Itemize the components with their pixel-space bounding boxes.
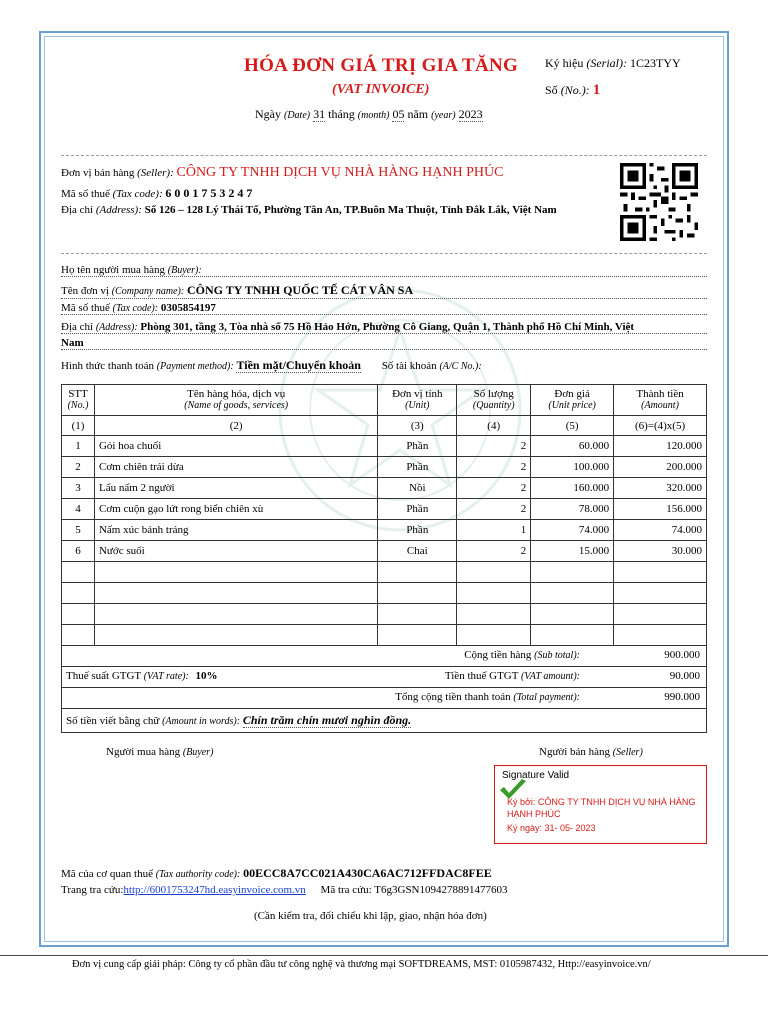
table-cell — [614, 625, 707, 646]
column-index: (3) — [378, 416, 457, 436]
tax-authority-code-line — [61, 866, 492, 881]
table-cell: 3 — [62, 478, 95, 499]
invoice-number: 1 — [592, 82, 601, 98]
lookup-line — [61, 884, 508, 896]
buyer-name-label: Họ tên người mua hàng — [61, 264, 166, 276]
buyer-address-line1: Phòng 301, tầng 3, Tòa nhà số 75 Hồ Hảo Hớn, Phường Cô Giang, Quận 1, Thành phố Hồ Chí Minh, Việt — [140, 321, 635, 333]
column-header-vi: Thành tiền — [636, 388, 684, 400]
table-cell: Cơm cuộn gạo lứt rong biển chiên xù — [94, 499, 377, 520]
buyer-tax-code: 0305854197 — [160, 302, 216, 314]
column-header — [531, 385, 614, 416]
table-cell — [457, 604, 531, 625]
table-cell — [378, 604, 457, 625]
buyer-tax-label: Mã số thuế — [61, 302, 110, 314]
seller-signature-label — [539, 746, 643, 758]
buyer-address-line — [61, 321, 707, 334]
table-cell: 320.000 — [614, 478, 707, 499]
table-cell — [457, 583, 531, 604]
subtotal-label: Cộng tiền hàng — [464, 649, 532, 661]
table-cell — [378, 583, 457, 604]
tax-authority-label: Mã của cơ quan thuế — [61, 868, 153, 880]
column-index: (2) — [94, 416, 377, 436]
table-cell: Gỏi hoa chuối — [94, 436, 377, 457]
seller-address-line — [61, 204, 557, 216]
table-cell: 156.000 — [614, 499, 707, 520]
table-cell: 60.000 — [531, 436, 614, 457]
total-label: Tổng cộng tiền thanh toán — [395, 691, 511, 703]
total-row — [61, 688, 707, 709]
empty-table-row — [62, 562, 707, 583]
column-header-en: (Quantity) — [472, 400, 515, 411]
seller-name-label: Đơn vị bán hàng — [61, 167, 135, 179]
tax-authority-label-en: (Tax authority code): — [155, 869, 241, 880]
vat-amount-label-en: (VAT amount): — [521, 671, 580, 682]
invoice-number-label-en: (No.): — [560, 83, 590, 97]
table-row — [62, 457, 707, 478]
payment-label-en: (Payment method): — [156, 361, 234, 372]
buyer-address-line2: Nam — [61, 337, 707, 350]
table-header-row — [62, 385, 707, 416]
table-cell — [94, 562, 377, 583]
column-header-vi: STT — [68, 388, 88, 400]
table-cell: 200.000 — [614, 457, 707, 478]
table-cell — [94, 625, 377, 646]
column-header — [94, 385, 377, 416]
vat-rate-label-en: (VAT rate): — [143, 671, 189, 682]
invoice-number-label: Số — [545, 83, 558, 97]
column-header-en: (Amount) — [641, 400, 679, 411]
buyer-name-line — [61, 264, 707, 277]
column-index: (4) — [457, 416, 531, 436]
table-cell: 6 — [62, 541, 95, 562]
total-value: 990.000 — [664, 691, 700, 703]
total-label-en: (Total payment): — [513, 692, 580, 703]
column-header-vi: Đơn giá — [554, 388, 590, 400]
table-cell: Nấm xúc bánh tráng — [94, 520, 377, 541]
table-cell — [531, 562, 614, 583]
buyer-company-label: Tên đơn vị — [61, 285, 109, 297]
table-cell — [94, 583, 377, 604]
subtotal-label-group — [464, 649, 580, 661]
lookup-page-label: Trang tra cứu: — [61, 884, 124, 896]
table-cell — [62, 583, 95, 604]
divider — [61, 155, 707, 156]
footer-divider — [0, 955, 768, 956]
table-cell — [378, 562, 457, 583]
table-cell: 1 — [62, 436, 95, 457]
table-cell: 1 — [457, 520, 531, 541]
table-cell: 30.000 — [614, 541, 707, 562]
lookup-code-label: Mã tra cứu: — [320, 884, 372, 896]
table-cell — [62, 625, 95, 646]
amount-in-words-row — [61, 709, 707, 733]
signed-date-text: Ký ngày: 31- 05- 2023 — [507, 823, 596, 833]
seller-tax-label-en: (Tax code): — [112, 188, 163, 200]
table-cell — [62, 562, 95, 583]
table-cell: Phần — [378, 520, 457, 541]
table-cell: 78.000 — [531, 499, 614, 520]
buyer-address-label: Địa chỉ — [61, 321, 94, 333]
table-cell: Phần — [378, 457, 457, 478]
date-line — [255, 107, 483, 122]
column-header-vi: Đơn vị tính — [392, 388, 443, 400]
table-row — [62, 520, 707, 541]
account-label: Số tài khoản — [381, 360, 437, 372]
payment-method: Tiền mặt/Chuyển khoản — [236, 358, 361, 372]
table-cell: 74.000 — [531, 520, 614, 541]
amount-words-label-en: (Amount in words): — [162, 716, 241, 727]
table-cell — [614, 562, 707, 583]
seller-name-label-en: (Seller): — [137, 167, 174, 179]
table-cell: 2 — [62, 457, 95, 478]
table-cell — [614, 604, 707, 625]
column-index: (5) — [531, 416, 614, 436]
serial-value: 1C23TYY — [629, 56, 681, 70]
table-cell — [531, 604, 614, 625]
buyer-signature-title: Người mua hàng — [106, 746, 181, 758]
divider — [61, 253, 707, 254]
buyer-company-label-en: (Company name): — [111, 286, 185, 297]
date-month: 05 — [392, 107, 405, 121]
signature-valid-text: Signature Valid — [502, 770, 570, 781]
provider-footer: Đơn vị cung cấp giải pháp: Công ty cổ phần đầu tư công nghệ và thương mại SOFTDREAMS, MST: 0105987432, Http://easyinvoice.vn/ — [72, 959, 651, 970]
table-cell: Cơm chiên trái dừa — [94, 457, 377, 478]
invoice-subtitle: (VAT INVOICE) — [332, 82, 430, 97]
column-header-en: (Name of goods, services) — [184, 400, 289, 411]
table-cell: Nước suối — [94, 541, 377, 562]
lookup-code: T6g3GSN1094278891477603 — [374, 884, 508, 896]
amount-words-label: Số tiền viết bằng chữ — [66, 715, 160, 727]
table-cell — [62, 604, 95, 625]
table-cell: Phần — [378, 436, 457, 457]
items-table-body — [62, 385, 707, 646]
serial-label-en: (Serial): — [586, 56, 627, 70]
seller-address: Số 126 – 128 Lý Thái Tổ, Phường Tân An, TP.Buôn Ma Thuột, Tỉnh Đắk Lắk, Việt Nam — [144, 204, 557, 216]
vat-rate-group — [66, 670, 218, 682]
table-cell: 2 — [457, 457, 531, 478]
payment-label: Hình thức thanh toán — [61, 360, 155, 372]
subtotal-row — [61, 646, 707, 667]
date-label-en: (Date) — [284, 110, 311, 121]
table-cell: 5 — [62, 520, 95, 541]
qr-code — [620, 163, 698, 241]
table-cell: 74.000 — [614, 520, 707, 541]
month-label: tháng — [328, 107, 355, 121]
buyer-address-label-en: (Address): — [95, 322, 138, 333]
column-header-en: (No.) — [67, 400, 89, 411]
year-label-en: (year) — [431, 110, 456, 121]
column-header-en: (Unit) — [405, 400, 430, 411]
seller-address-label: Địa chỉ — [61, 204, 94, 216]
seller-address-label-en: (Address): — [95, 204, 142, 216]
buyer-company: CÔNG TY TNHH QUỐC TẾ CÁT VÂN SA — [186, 283, 414, 297]
table-cell: 15.000 — [531, 541, 614, 562]
seller-name: CÔNG TY TNHH DỊCH VỤ NHÀ HÀNG HẠNH PHÚC — [176, 165, 504, 180]
buyer-company-line — [61, 283, 707, 299]
seller-signature-title: Người bán hàng — [539, 746, 611, 758]
date-year: 2023 — [458, 107, 483, 121]
table-cell: Chai — [378, 541, 457, 562]
amount-in-words-group — [66, 713, 411, 728]
seller-signature-title-en: (Seller) — [612, 747, 643, 758]
invoice-title: HÓA ĐƠN GIÁ TRỊ GIA TĂNG — [244, 55, 519, 76]
table-cell — [457, 625, 531, 646]
table-row — [62, 436, 707, 457]
buyer-tax-line — [61, 302, 707, 315]
table-cell: 160.000 — [531, 478, 614, 499]
column-header — [614, 385, 707, 416]
vat-row — [61, 667, 707, 688]
column-header — [62, 385, 95, 416]
table-cell: 2 — [457, 499, 531, 520]
column-header-vi: Số lượng — [473, 388, 514, 400]
seller-tax-label: Mã số thuế — [61, 188, 110, 200]
column-header — [378, 385, 457, 416]
month-label-en: (month) — [357, 110, 390, 121]
table-cell: Lẩu nấm 2 người — [94, 478, 377, 499]
table-cell: 120.000 — [614, 436, 707, 457]
payment-line — [61, 358, 707, 373]
table-row — [62, 541, 707, 562]
table-cell: 2 — [457, 478, 531, 499]
seller-name-line — [61, 165, 503, 181]
buyer-signature-label — [106, 746, 213, 758]
table-cell: Nồi — [378, 478, 457, 499]
signed-by-text: Ký bởi: CÔNG TY TNHH DỊCH VỤ NHÀ HÀNG HẠNH PHÚC — [507, 797, 696, 819]
date-day: 31 — [313, 107, 326, 121]
table-cell: 100.000 — [531, 457, 614, 478]
table-cell — [531, 583, 614, 604]
tax-authority-code: 00ECC8A7CC021A430CA6AC712FFDAC8FEE — [243, 866, 492, 880]
column-header — [457, 385, 531, 416]
verification-note: (Cần kiểm tra, đối chiếu khi lập, giao, nhận hóa đơn) — [254, 910, 487, 922]
buyer-signature-title-en: (Buyer) — [182, 747, 214, 758]
buyer-name-label-en: (Buyer): — [167, 265, 202, 276]
column-header-en: (Unit price) — [548, 400, 596, 411]
items-table — [61, 384, 707, 646]
table-cell: 4 — [62, 499, 95, 520]
column-index: (6)=(4)x(5) — [614, 416, 707, 436]
empty-table-row — [62, 583, 707, 604]
buyer-tax-label-en: (Tax code): — [112, 303, 159, 314]
amount-in-words: Chín trăm chín mươi nghìn đồng. — [242, 713, 412, 727]
table-row — [62, 499, 707, 520]
vat-rate-label: Thuế suất GTGT — [66, 670, 141, 682]
seller-tax-line — [61, 186, 252, 201]
table-cell: 2 — [457, 541, 531, 562]
column-index: (1) — [62, 416, 95, 436]
table-cell — [614, 583, 707, 604]
date-label: Ngày — [255, 107, 281, 121]
table-row — [62, 478, 707, 499]
total-label-group — [395, 691, 580, 703]
invoice-number-line — [545, 82, 600, 99]
account-label-en: (A/C No.): — [439, 361, 482, 372]
vat-amount-label-group — [445, 670, 580, 682]
column-index-row — [62, 416, 707, 436]
subtotal-value: 900.000 — [664, 649, 700, 661]
vat-amount-value: 90.000 — [669, 670, 700, 682]
empty-table-row — [62, 604, 707, 625]
table-cell: Phần — [378, 499, 457, 520]
seller-tax-code: 6 0 0 1 7 5 3 2 4 7 — [165, 186, 253, 200]
lookup-url-link[interactable]: http://6001753247hd.easyinvoice.com.vn — [123, 884, 306, 896]
serial-line — [545, 56, 681, 71]
subtotal-label-en: (Sub total): — [534, 650, 580, 661]
empty-table-row — [62, 625, 707, 646]
table-cell — [378, 625, 457, 646]
year-label: năm — [407, 107, 429, 121]
table-cell — [457, 562, 531, 583]
table-cell: 2 — [457, 436, 531, 457]
serial-label: Ký hiệu — [545, 56, 584, 70]
column-header-vi: Tên hàng hóa, dịch vụ — [187, 388, 286, 400]
vat-amount-label: Tiền thuế GTGT — [444, 670, 519, 682]
table-cell — [94, 604, 377, 625]
table-cell — [531, 625, 614, 646]
vat-rate: 10% — [195, 670, 218, 682]
